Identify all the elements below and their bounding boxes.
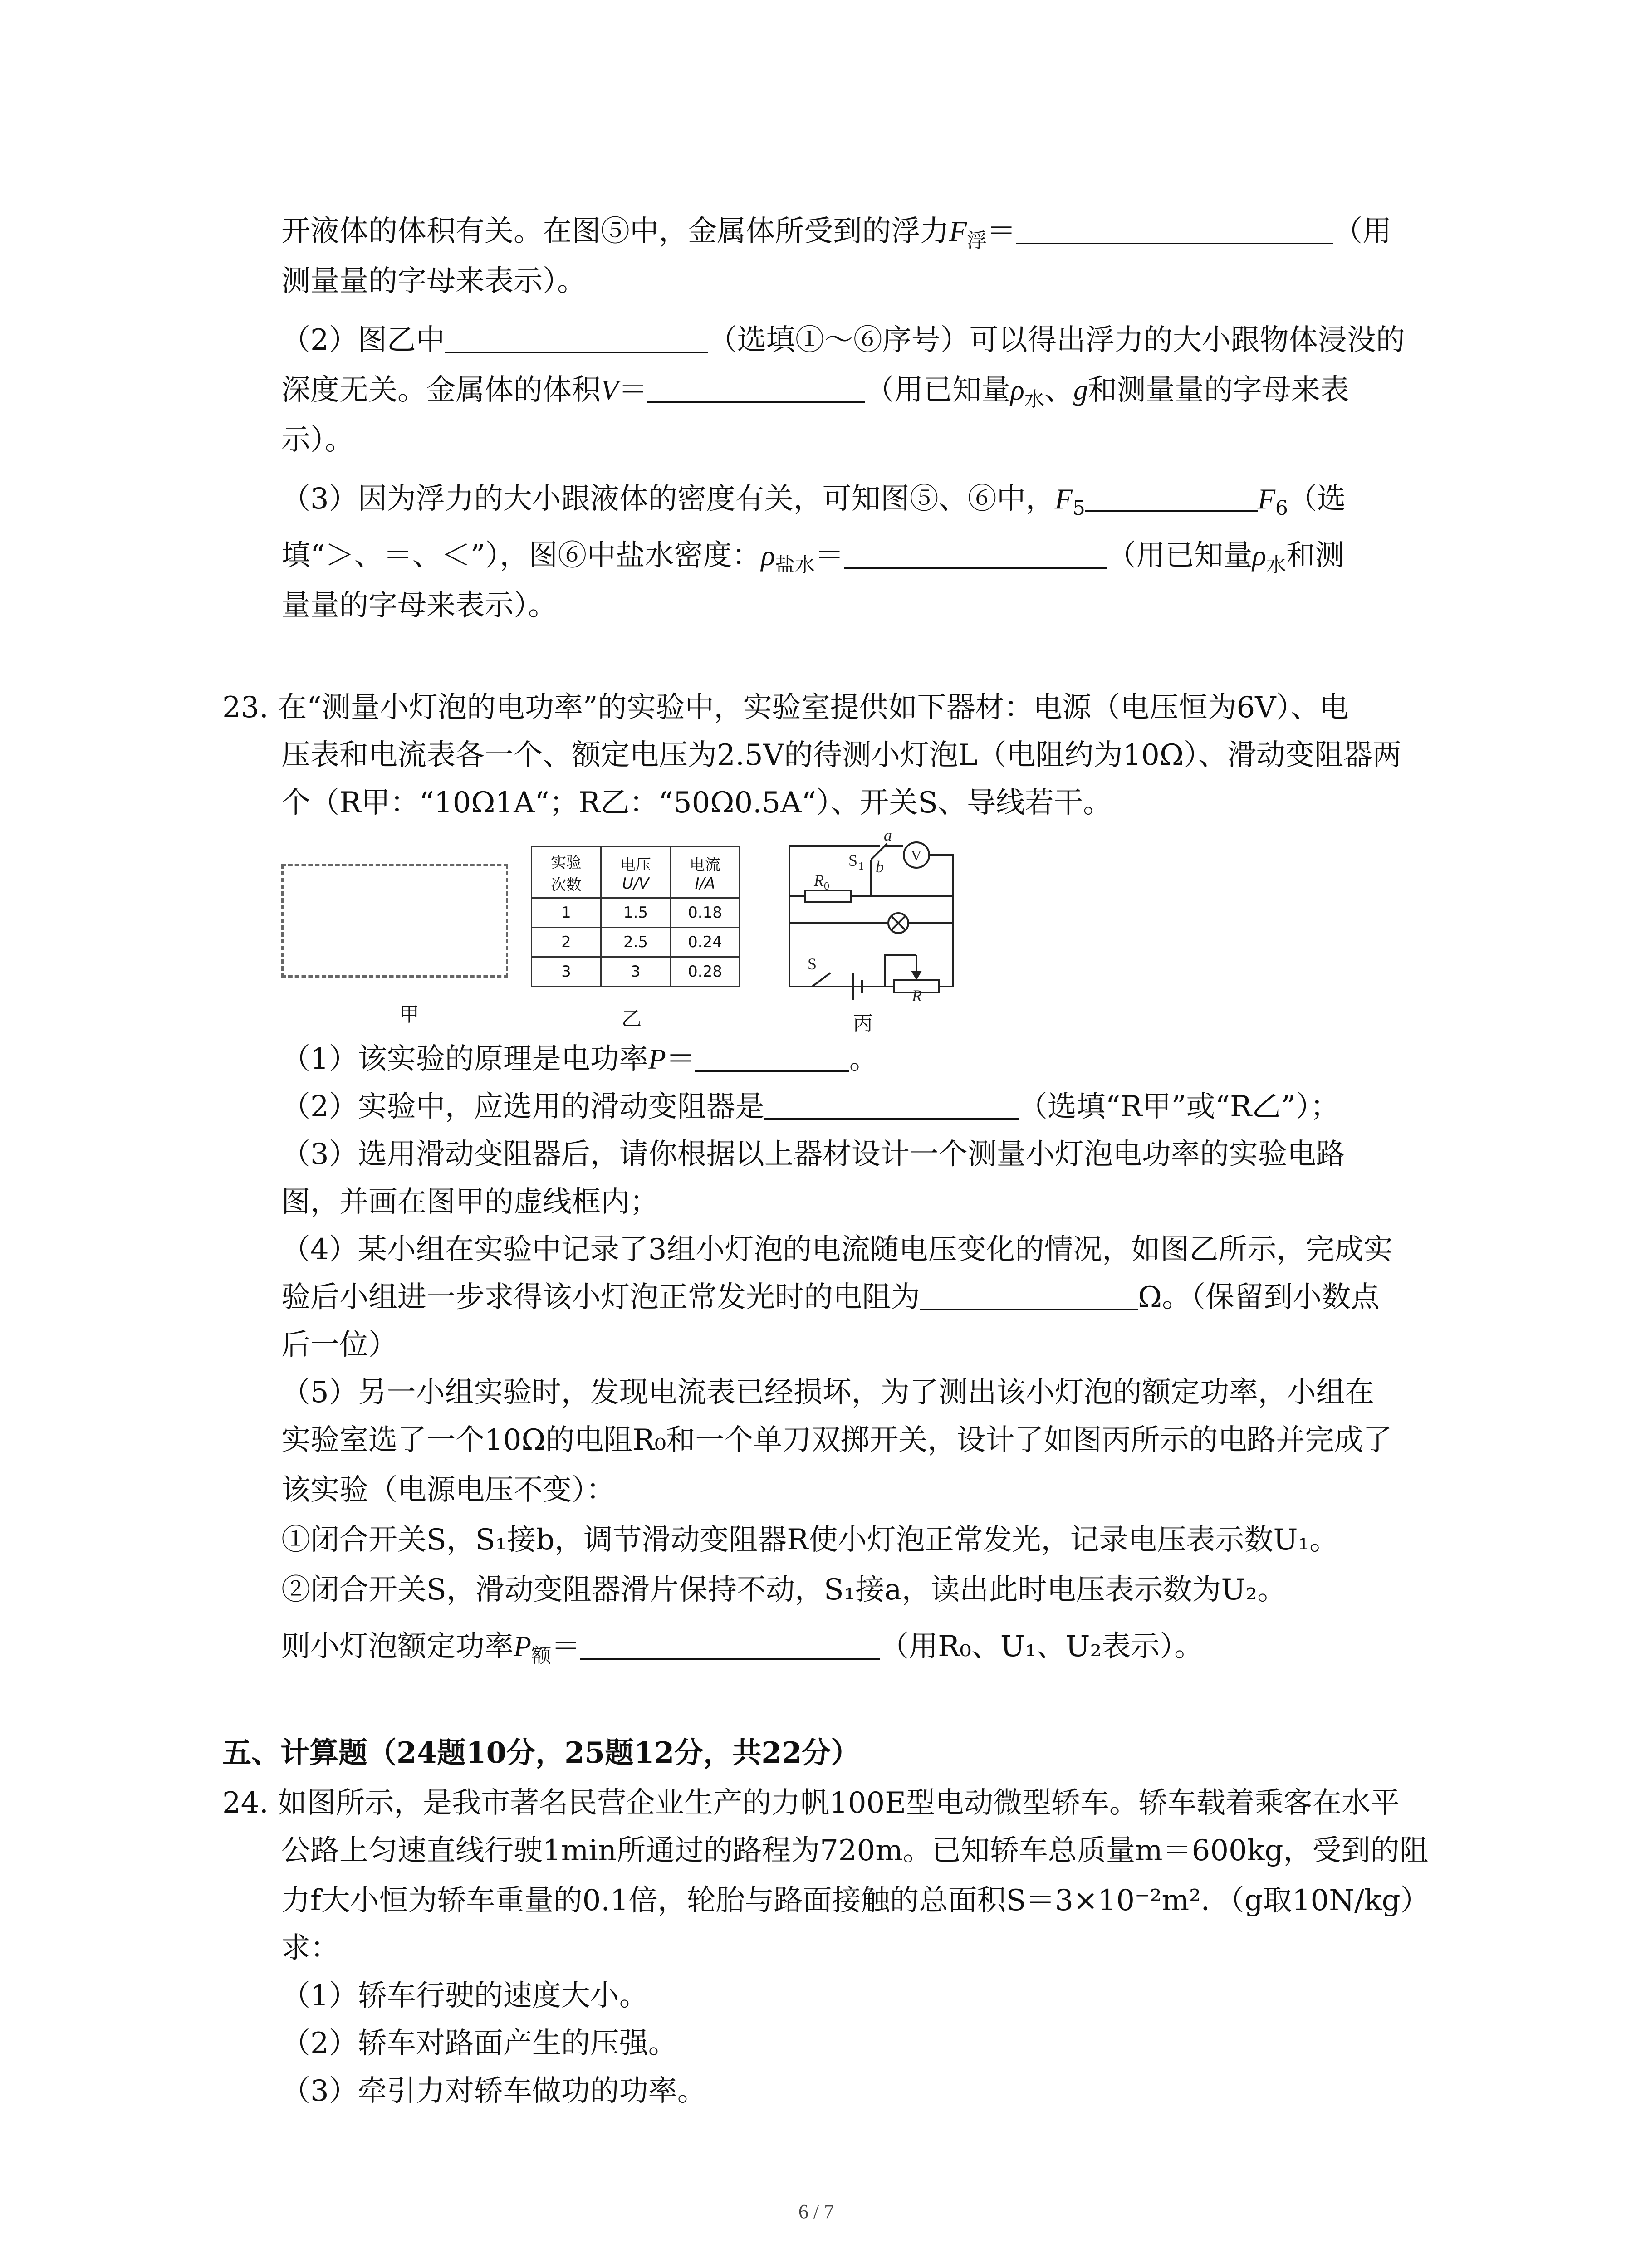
- q24-line-3: 力f大小恒为轿车重量的0.1倍，轮胎与路面接触的总面积S＝3×10⁻²m²．（g取10N/kg）: [281, 1884, 1430, 1917]
- label-r0-sub: 0: [824, 880, 829, 892]
- q22-line-4: 深度无关。金属体的体积V＝ （用已知量$\rho_水$、g和测量量的字母来表: [281, 373, 1349, 411]
- figure-bing-circuit: [780, 826, 962, 1005]
- label-r: R: [912, 987, 922, 1005]
- q23-sub-3b: 图，并画在图甲的虚线框内；: [281, 1185, 659, 1219]
- header-cell: 电压 U/V: [601, 847, 671, 898]
- table-cell: 2.5: [601, 928, 671, 957]
- q23-sub-2: （2）实验中，应选用的滑动变阻器是 （选填“R甲”或“R乙”）；: [281, 1090, 1339, 1124]
- label-s1-sub: 1: [858, 860, 864, 872]
- q24-line-4: 求：: [281, 1931, 339, 1965]
- q24-part-2: （2）轿车对路面产生的压强。: [281, 2027, 677, 2060]
- answer-blank[interactable]: [1085, 483, 1258, 512]
- q23-sub-5d: ①闭合开关S，S₁接b，调节滑动变阻器R使小灯泡正常发光，记录电压表示数U₁。: [281, 1523, 1339, 1557]
- table-cell: 0.18: [671, 898, 740, 928]
- header-cell: 实验 次数: [532, 847, 601, 898]
- math-F-buoy: F: [949, 215, 967, 247]
- label-v: V: [911, 847, 922, 864]
- q22-line-3: （2）图乙中 （选填①～⑥序号）可以得出浮力的大小跟物体浸没的: [281, 323, 1405, 357]
- q22-line-5: 示）。: [281, 423, 354, 457]
- figure-jia-dashed-box[interactable]: [281, 864, 508, 978]
- table-cell: 3: [601, 957, 671, 987]
- figure-caption-yi: 乙: [622, 1007, 642, 1031]
- answer-blank[interactable]: [647, 374, 865, 403]
- answer-blank[interactable]: [1016, 215, 1333, 244]
- answer-blank[interactable]: [844, 540, 1107, 569]
- q23-sub-1: （1）该实验的原理是电功率P＝ 。: [281, 1042, 878, 1076]
- header-cell: 电流 I/A: [671, 847, 740, 898]
- table-row: [532, 898, 740, 928]
- figure-yi-data-table: [531, 846, 740, 987]
- q23-sub-5f: 则小灯泡额定功率$P_额=$ （用R₀、U₁、U₂表示）。: [281, 1630, 1204, 1667]
- table-cell: 1: [532, 898, 601, 928]
- q22-line-1: 开液体的体积有关。在图⑤中，金属体所受到的浮力$F_浮=$ （用: [281, 215, 1392, 252]
- q23-line-1: 23. 在“测量小灯泡的电功率”的实验中，实验室提供如下器材：电源（电压恒为6V）、电: [222, 691, 1349, 724]
- label-s1: S: [848, 851, 858, 870]
- q22-line-6: （3）因为浮力的大小跟液体的密度有关，可知图⑤、⑥中，$F_5$ $F_6$（选: [281, 482, 1346, 520]
- q24-line-2: 公路上匀速直线行驶1min所通过的路程为720m。已知轿车总质量m＝600kg，受到的阻: [281, 1834, 1429, 1867]
- page-number: 6 / 7: [798, 2200, 834, 2223]
- label-s: S: [808, 955, 817, 973]
- q23-sub-4d: 后一位）: [281, 1328, 397, 1362]
- q23-sub-5b: 实验室选了一个10Ω的电阻R₀和一个单刀双掷开关，设计了如图丙所示的电路并完成了: [281, 1423, 1392, 1457]
- answer-blank[interactable]: [920, 1281, 1138, 1310]
- q24-part-1: （1）轿车行驶的速度大小。: [281, 1979, 648, 2013]
- label-r0: R: [814, 871, 824, 890]
- label-b: b: [876, 858, 884, 876]
- q23-line-3: 个（R甲：“10Ω1A“；R乙：“50Ω0.5A“）、开关S、导线若干。: [281, 786, 1112, 820]
- answer-blank[interactable]: [445, 324, 708, 353]
- answer-blank[interactable]: [764, 1091, 1019, 1120]
- label-a: a: [884, 826, 892, 844]
- q23-sub-4a: （4）某小组在实验中记录了3组小灯泡的电流随电压变化的情况，如图乙所示，完成实: [281, 1233, 1393, 1266]
- table-cell: 0.24: [671, 928, 740, 957]
- table-cell: 3: [532, 957, 601, 987]
- figure-caption-jia: 甲: [399, 1003, 419, 1026]
- table-cell: 0.28: [671, 957, 740, 987]
- answer-blank[interactable]: [695, 1043, 849, 1072]
- table-cell: 1.5: [601, 898, 671, 928]
- q23-sub-5a: （5）另一小组实验时，发现电流表已经损坏，为了测出该小灯泡的额定功率，小组在: [281, 1376, 1374, 1409]
- table-cell: 2: [532, 928, 601, 957]
- switch-s-arm: [812, 973, 830, 987]
- q23-sub-3a: （3）选用滑动变阻器后，请你根据以上器材设计一个测量小灯泡电功率的实验电路: [281, 1138, 1345, 1171]
- q24-line-1: 24. 如图所示，是我市著名民营企业生产的力帆100E型电动微型轿车。轿车载着乘客在水平: [222, 1786, 1400, 1820]
- table-row: [532, 928, 740, 957]
- q23-sub-5c: 该实验（电源电压不变）：: [281, 1473, 615, 1507]
- q22-line-7: 填“＞、＝、＜”），图⑥中盐水密度：$\rho_{盐水}=$ （用已知量$\rho_水$和测: [281, 539, 1344, 577]
- rheostat-slider-arrow: [913, 972, 920, 978]
- q22-line-8: 量量的字母来表示）。: [281, 589, 557, 622]
- q23-line-2: 压表和电流表各一个、额定电压为2.5V的待测小灯泡L（电阻约为10Ω）、滑动变阻器两: [281, 738, 1401, 772]
- q22-line-2: 测量量的字母来表示）。: [281, 264, 586, 298]
- q23-sub-4b: 验后小组进一步求得该小灯泡正常发光时的电阻为 Ω。（保留到小数点: [281, 1281, 1380, 1314]
- circuit-wire: [944, 855, 953, 896]
- section-heading: 五、计算题（24题10分，25题12分，共22分）: [222, 1736, 860, 1770]
- figure-caption-bing: 丙: [853, 1012, 873, 1035]
- table-row: [532, 957, 740, 987]
- q24-part-3: （3）牵引力对轿车做功的功率。: [281, 2074, 706, 2108]
- answer-blank[interactable]: [580, 1631, 880, 1660]
- q23-sub-5e: ②闭合开关S，滑动变阻器滑片保持不动，S₁接a，读出此时电压表示数为U₂。: [281, 1573, 1287, 1607]
